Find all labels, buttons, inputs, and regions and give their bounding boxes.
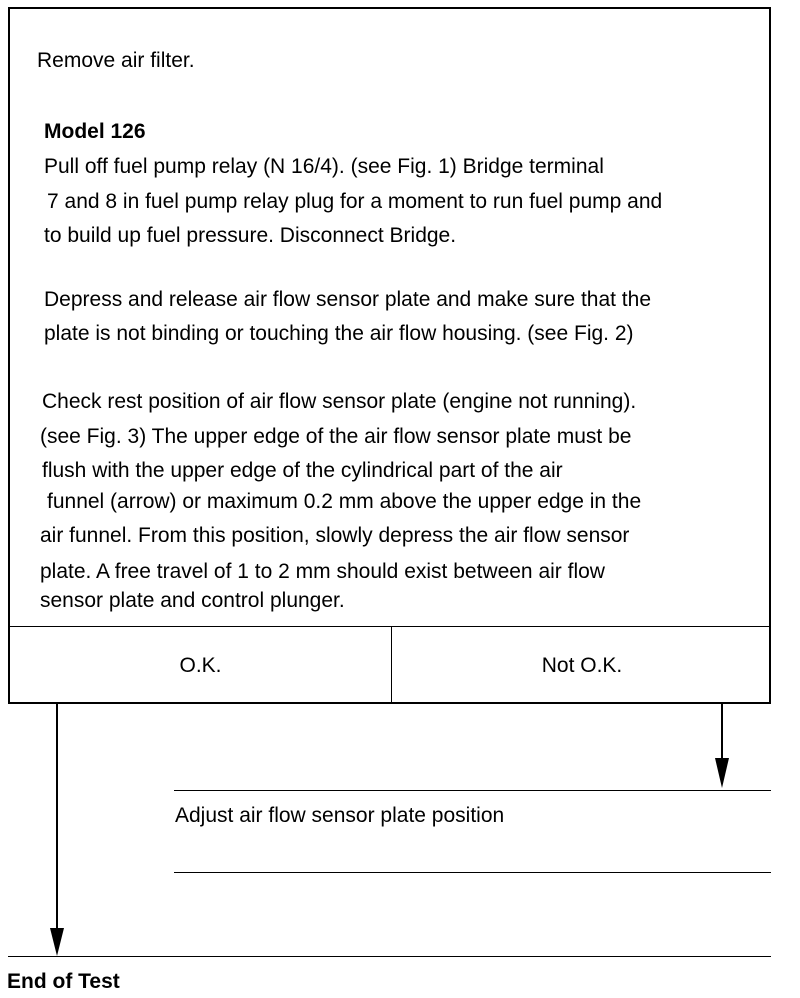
step2-line: Depress and release air flow sensor plate and make sure that the	[44, 288, 652, 311]
step1-line: 7 and 8 in fuel pump relay plug for a moment to run fuel pump and	[47, 190, 663, 213]
intro-text: Remove air filter.	[37, 49, 195, 72]
step3-line: Check rest position of air flow sensor plate (engine not running).	[42, 390, 637, 413]
step1-line: to build up fuel pressure. Disconnect Bridge.	[44, 224, 457, 247]
step2-line: plate is not binding or touching the air flow housing. (see Fig. 2)	[44, 322, 634, 345]
step3-line: funnel (arrow) or maximum 0.2 mm above the upper edge in the	[47, 490, 642, 513]
ok-branch-label: O.K.	[179, 654, 222, 677]
step3-line: sensor plate and control plunger.	[40, 589, 345, 612]
step3-line: (see Fig. 3) The upper edge of the air flow sensor plate must be	[40, 425, 632, 448]
end-of-test-label: End of Test	[7, 970, 120, 993]
step3-line: air funnel. From this position, slowly depress the air flow sensor	[40, 524, 630, 547]
not-ok-branch-label: Not O.K.	[541, 654, 623, 677]
not-ok-arrow-icon	[715, 758, 729, 788]
step3-line: plate. A free travel of 1 to 2 mm should exist between air flow	[40, 560, 605, 583]
ok-arrow-icon	[50, 928, 64, 956]
corrective-action-text: Adjust air flow sensor plate position	[175, 804, 505, 827]
action-bottom-rule	[174, 872, 771, 873]
step1-line: Pull off fuel pump relay (N 16/4). (see Fig. 1) Bridge terminal	[44, 155, 604, 178]
action-top-rule	[174, 790, 771, 791]
end-rule	[8, 956, 771, 957]
step3-line: flush with the upper edge of the cylindrical part of the air	[42, 459, 563, 482]
model-heading: Model 126	[44, 120, 146, 143]
